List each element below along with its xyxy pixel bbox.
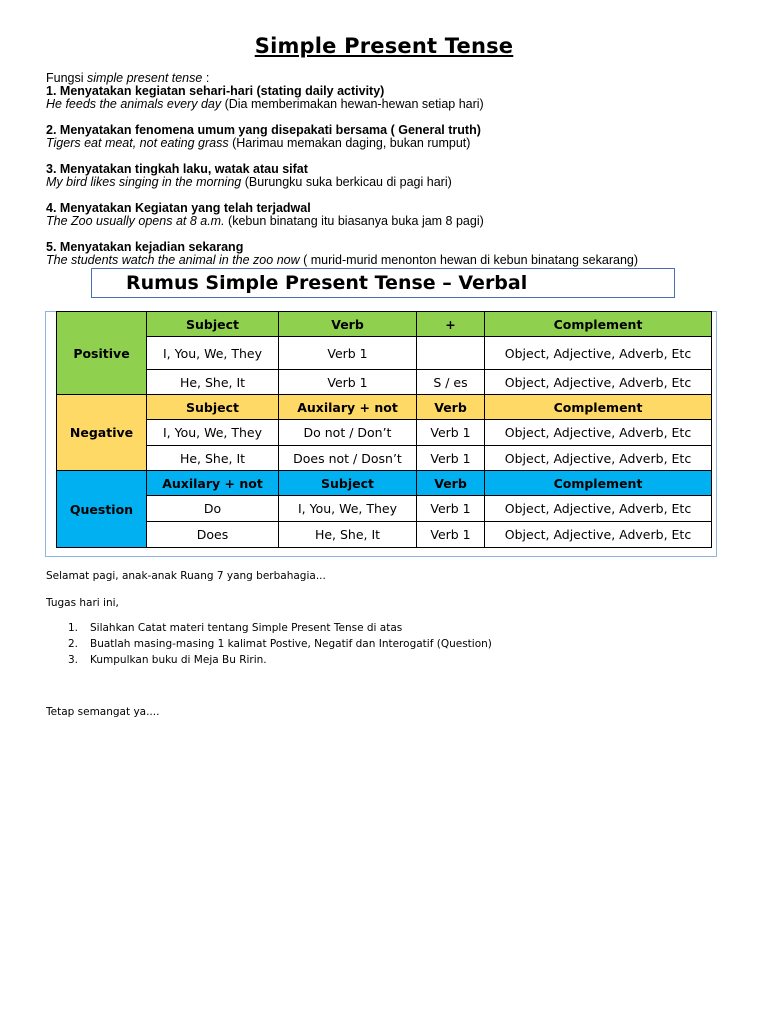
function-heading: Menyatakan fenomena umum yang disepakati bersama ( General truth) <box>56 123 481 137</box>
function-number: 2. <box>46 123 57 137</box>
function-item-5 <box>46 241 638 267</box>
table-cell: I, You, We, They <box>147 420 279 446</box>
list-item <box>46 652 492 668</box>
function-example: The students watch the animal in the zoo now <box>46 253 300 267</box>
table-header-cell: Auxilary + not <box>147 471 279 496</box>
table-header-cell: Verb <box>279 312 417 337</box>
table-cell: S / es <box>417 370 485 395</box>
table-row <box>57 446 712 471</box>
table-header-cell: Verb <box>417 471 485 496</box>
question-label: Question <box>57 471 147 548</box>
table-row <box>57 496 712 522</box>
table-cell: Object, Adjective, Adverb, Etc <box>485 446 712 471</box>
function-example: The Zoo usually opens at 8 a.m. <box>46 214 225 228</box>
table-header-cell: Complement <box>485 312 712 337</box>
task-text: Silahkan Catat materi tentang Simple Present Tense di atas <box>90 622 403 634</box>
table-cell: Object, Adjective, Adverb, Etc <box>485 420 712 446</box>
table-cell: Does <box>147 522 279 548</box>
table-cell: I, You, We, They <box>147 337 279 370</box>
function-translation: (Harimau memakan daging, bukan rumput) <box>228 136 471 150</box>
table-cell: Verb 1 <box>417 446 485 471</box>
table-cell: Object, Adjective, Adverb, Etc <box>485 370 712 395</box>
table-header-cell: Verb <box>417 395 485 420</box>
table-cell: He, She, It <box>147 370 279 395</box>
task-text: Kumpulkan buku di Meja Bu Ririn. <box>90 654 267 666</box>
table-header-cell: Complement <box>485 395 712 420</box>
table-row <box>57 395 712 420</box>
task-list <box>46 620 492 668</box>
function-example: Tigers eat meat, not eating grass <box>46 136 229 150</box>
intro-heading-suffix: : <box>202 71 210 85</box>
tasks-heading: Tugas hari ini, <box>46 597 119 609</box>
table-header-cell: + <box>417 312 485 337</box>
table-header-cell: Subject <box>279 471 417 496</box>
function-heading: Menyatakan kejadian sekarang <box>56 240 244 254</box>
table-row <box>57 471 712 496</box>
table-row <box>57 420 712 446</box>
table-header-cell: Subject <box>147 395 279 420</box>
intro-heading-plain: Fungsi <box>46 71 87 85</box>
function-translation: (Burungku suka berkicau di pagi hari) <box>241 175 452 189</box>
closing-text: Tetap semangat ya.... <box>46 706 160 718</box>
table-cell: He, She, It <box>279 522 417 548</box>
table-cell: Verb 1 <box>279 370 417 395</box>
table-row <box>57 337 712 370</box>
formula-title-box: Rumus Simple Present Tense – Verbal <box>91 268 675 298</box>
formula-table <box>56 311 712 548</box>
table-cell: Do not / Don’t <box>279 420 417 446</box>
table-row <box>57 312 712 337</box>
table-cell: He, She, It <box>147 446 279 471</box>
function-number: 4. <box>46 201 57 215</box>
negative-label: Negative <box>57 395 147 471</box>
table-cell: Object, Adjective, Adverb, Etc <box>485 337 712 370</box>
table-row <box>57 522 712 548</box>
table-cell: Does not / Dosn’t <box>279 446 417 471</box>
table-cell: Verb 1 <box>417 522 485 548</box>
function-translation: ( murid-murid menonton hewan di kebun binatang sekarang) <box>299 253 639 267</box>
table-cell: Verb 1 <box>417 420 485 446</box>
table-row <box>57 370 712 395</box>
list-item <box>46 636 492 652</box>
function-item-1 <box>46 85 638 111</box>
table-header-cell: Subject <box>147 312 279 337</box>
function-translation: (kebun binatang itu biasanya buka jam 8 pagi) <box>224 214 484 228</box>
table-cell: Object, Adjective, Adverb, Etc <box>485 522 712 548</box>
table-header-cell: Complement <box>485 471 712 496</box>
function-item-2 <box>46 124 638 150</box>
function-item-3 <box>46 163 638 189</box>
function-item-4 <box>46 202 638 228</box>
function-number: 1. <box>46 84 57 98</box>
positive-label: Positive <box>57 312 147 395</box>
table-cell: Object, Adjective, Adverb, Etc <box>485 496 712 522</box>
greeting-text: Selamat pagi, anak-anak Ruang 7 yang berbahagia... <box>46 570 326 582</box>
table-cell: Do <box>147 496 279 522</box>
list-item <box>46 620 492 636</box>
function-heading: Menyatakan Kegiatan yang telah terjadwal <box>56 201 311 215</box>
function-number: 5. <box>46 240 57 254</box>
intro-heading-italic: simple present tense <box>87 71 203 85</box>
table-header-cell: Auxilary + not <box>279 395 417 420</box>
function-number: 3 <box>46 162 53 176</box>
task-number: 3. <box>68 654 79 666</box>
task-text: Buatlah masing-masing 1 kalimat Postive, Negatif dan Interogatif (Question) <box>90 638 492 650</box>
intro-section <box>46 72 638 267</box>
table-cell: Verb 1 <box>417 496 485 522</box>
function-example: My bird likes singing in the morning <box>46 175 242 189</box>
function-heading: Menyatakan kegiatan sehari-hari (stating daily activity) <box>56 84 385 98</box>
table-cell <box>417 337 485 370</box>
function-heading: . Menyatakan tingkah laku, watak atau sifat <box>52 162 308 176</box>
task-number: 2. <box>68 638 79 650</box>
table-cell: I, You, We, They <box>279 496 417 522</box>
function-example: He feeds the animals every day <box>46 97 222 111</box>
page-title: Simple Present Tense <box>254 34 514 58</box>
table-cell: Verb 1 <box>279 337 417 370</box>
task-number: 1. <box>68 622 79 634</box>
function-translation: (Dia memberimakan hewan-hewan setiap hari) <box>221 97 484 111</box>
